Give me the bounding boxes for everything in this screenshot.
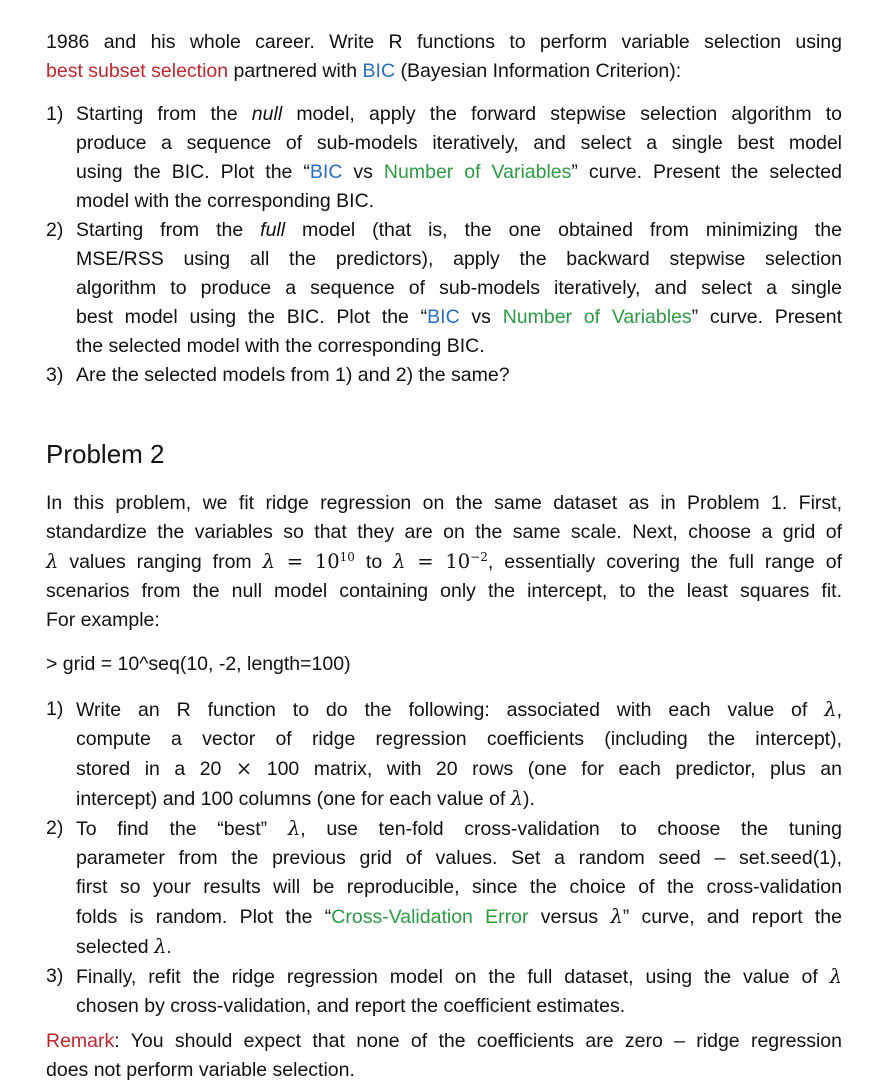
- problem2-item-3: 3) Finally, refit the ridge regression model on the full dataset, using the value of λ chosen by cross-validation, and report the coefficient estimates.: [46, 962, 842, 1021]
- best-subset-term: best subset selection: [46, 60, 229, 82]
- remark: Remark: You should expect that none of the coefficients are zero – ridge regression does not perform variable selection.: [46, 1030, 842, 1081]
- item-number: 3): [46, 965, 64, 987]
- problem1-item-3: 3) Are the selected models from 1) and 2) the same?: [46, 361, 842, 390]
- problem1-intro: [46, 28, 842, 86]
- cv-error-term: Cross-Validation Error: [331, 906, 529, 928]
- code-example: > grid = 10^seq(10, -2, length=100): [46, 653, 351, 675]
- problem2-intro: In this problem, we fit ridge regression on the same dataset as in Problem 1. First, standardize the variables so that they are on the same scale. Next, choose a grid of λ values ranging from $\lambda = 10^{10}$ to $\lambda = 10^{-2}$, essentially covering the full range of scenarios from the null model containing only the intercept, to the least squares fit. For example:: [46, 492, 842, 631]
- problem2-item-1: 1) Write an R function to do the following: associated with each value of λ, compute a vector of ridge regression coefficients (including the intercept), stored in a 20 × 100 matrix, with 20 rows (one for each predictor, plus an intercept) and 100 columns (one for each value of λ).: [46, 695, 842, 814]
- full-term: full: [260, 219, 286, 241]
- bic-term: BIC: [362, 60, 396, 82]
- item-number: 2): [46, 817, 64, 839]
- item-number: 1): [46, 698, 64, 720]
- problem2-item-2: 2) To find the “best” λ, use ten-fold cross-validation to choose the tuning parameter from the previous grid of values. Set a random seed – set.seed(1), first so your results will be reproducible, since the choice of the cross-validation folds is random. Plot the “Cross-Validation Error versus λ” curve, and report the selected λ.: [46, 814, 842, 962]
- intro-line-1: 1986 and his whole career. Write R functions to perform variable selection using: [46, 31, 842, 53]
- intro-line-2: best subset selection partnered with BIC (Bayesian Information Criterion):: [46, 60, 682, 82]
- problem2-heading: Problem 2: [46, 439, 165, 469]
- item-number: 2): [46, 219, 64, 241]
- item-number: 3): [46, 364, 64, 386]
- remark-label: Remark: [46, 1030, 115, 1052]
- problem2-list: [46, 695, 842, 1021]
- null-term: null: [251, 103, 283, 125]
- problem1-item-1: 1) Starting from the null model, apply the forward stepwise selection algorithm to produce a sequence of sub-models iteratively, and select a single best model using the BIC. Plot the “BIC vs Number of Variables” curve. Present the selected model with the corresponding BIC.: [46, 100, 842, 216]
- problem1-list: [46, 100, 842, 390]
- item-number: 1): [46, 103, 64, 125]
- problem1-item-2: 2) Starting from the full model (that is, the one obtained from minimizing the MSE/RSS using all the predictors), apply the backward stepwise selection algorithm to produce a sequence of sub-models iteratively, and select a single best model using the BIC. Plot the “BIC vs Number of Variables” curve. Present the selected model with the corresponding BIC.: [46, 216, 842, 361]
